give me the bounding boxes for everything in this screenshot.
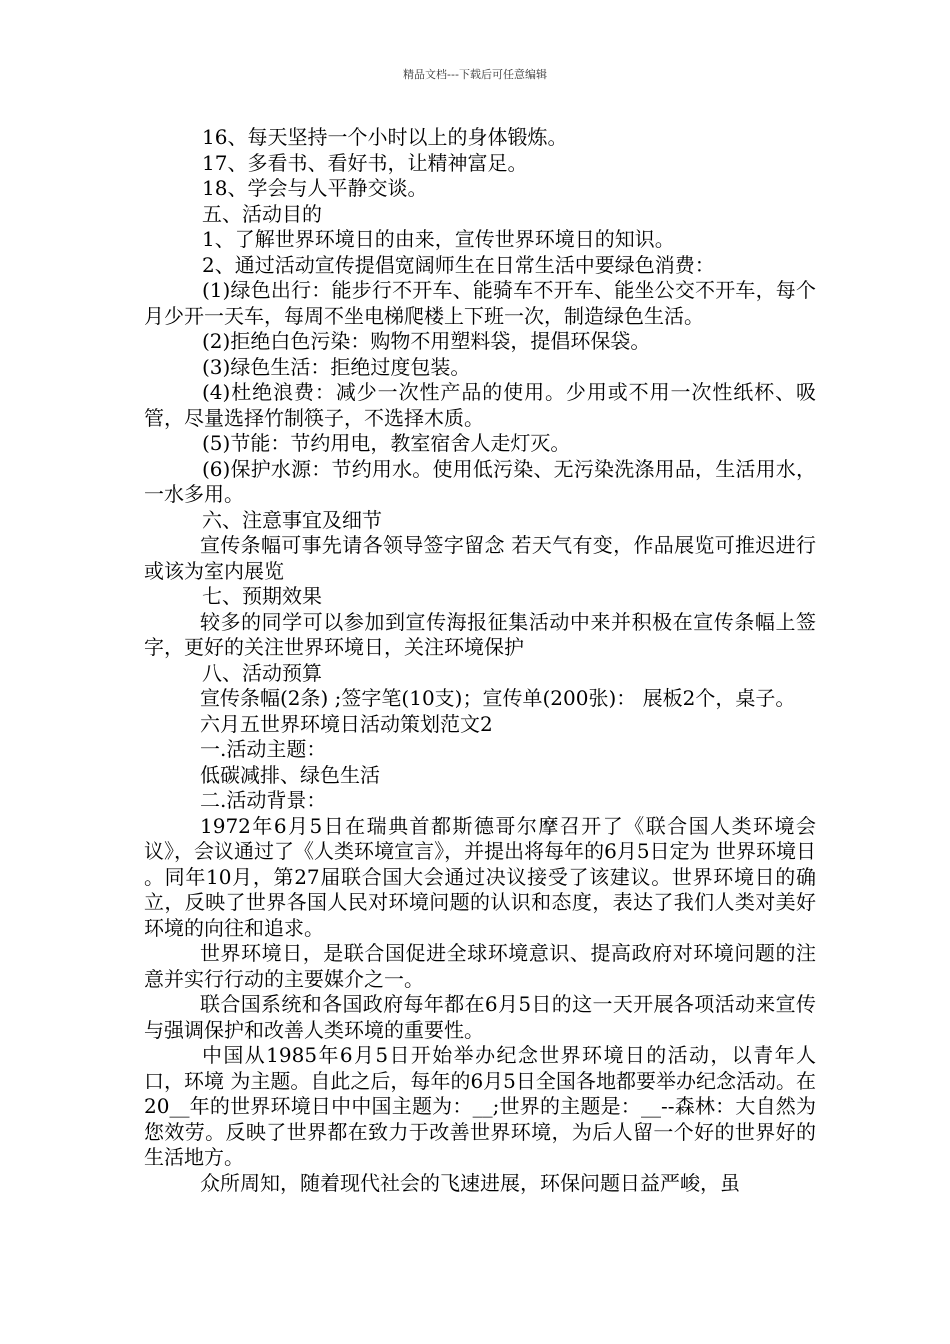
background-paragraph-4: 中国从1985年6月5日开始举办纪念世界环境日的活动，以青年人口，环境 为主题。自此之后，每年的6月5日全国各地都要举办纪念活动。在20__年的世界环境日中中国主题为：__;世界的主题是：__--森林：大自然为您效劳。反映了世界都在致力于改善世界环境，为后人留一个好的世界好的生活地方。	[144, 1043, 816, 1169]
page-header: 精品文档---下载后可任意编辑	[403, 68, 547, 81]
purpose-item-1: 1、了解世界环境日的由来，宣传世界环境日的知识。	[202, 227, 675, 251]
expected-effect-paragraph: 较多的同学可以参加到宣传海报征集活动中来并积极在宣传条幅上签字，更好的关注世界环境日，关注环境保护	[144, 609, 816, 659]
section-heading-6: 六、注意事宜及细节	[202, 507, 382, 532]
subitem-2: (2)拒绝白色污染：购物不用塑料袋，提倡环保袋。	[202, 329, 651, 353]
document-body	[144, 125, 816, 1196]
list-item-17: 17、多看书、看好书，让精神富足。	[202, 150, 528, 175]
list-item-18: 18、学会与人平静交谈。	[202, 176, 428, 200]
theme-paragraph: 低碳减排、绿色生活	[200, 762, 380, 787]
background-paragraph-2: 世界环境日，是联合国促进全球环境意识、提高政府对环境问题的注意并实行行动的主要媒介之一。	[144, 941, 816, 991]
subitem-4: (4)杜绝浪费：减少一次性产品的使用。少用或不用一次性纸杯、吸管，尽量选择竹制筷子，不选择木质。	[144, 380, 816, 430]
background-paragraph-5: 众所周知，随着现代社会的飞速进展，环保问题日益严峻，虽	[200, 1170, 740, 1195]
budget-paragraph: 宣传条幅(2条) ;签字笔(10支)；宣传单(200张)： 展板2个，桌子。	[200, 686, 796, 710]
subitem-6: (6)保护水源：节约用水。使用低污染、无污染洗涤用品，生活用水，一水多用。	[144, 456, 816, 506]
document-subtitle: 六月五世界环境日活动策划范文2	[200, 711, 493, 736]
background-paragraph-1: 1972年6月5日在瑞典首都斯德哥尔摩召开了《联合国人类环境会议》，会议通过了《人类环境宣言》，并提出将每年的6月5日定为 世界环境日 。同年10月，第27届联合国大会通过决议接受了该建议。世界环境日的确立，反映了世界各国人民对环境问题的认识和态度，表达了我们人类对美好环境的向往和追求。	[144, 813, 816, 940]
section-heading-theme: 一.活动主题：	[200, 737, 327, 761]
subitem-1: (1)绿色出行：能步行不开车、能骑车不开车、能坐公交不开车，每个月少开一天车，每周不坐电梯爬楼上下班一次，制造绿色生活。	[144, 278, 816, 328]
section-heading-5: 五、活动目的	[202, 201, 322, 226]
notes-paragraph: 宣传条幅可事先请各领导签字留念 若天气有变，作品展览可推迟进行或该为室内展览	[144, 533, 816, 583]
subitem-3: (3)绿色生活：拒绝过度包装。	[202, 354, 471, 379]
purpose-item-2: 2、通过活动宣传提倡宽阔师生在日常生活中要绿色消费：	[202, 252, 715, 277]
section-heading-7: 七、预期效果	[202, 584, 322, 608]
list-item-16: 16、每天坚持一个小时以上的身体锻炼。	[202, 125, 568, 149]
background-paragraph-3: 联合国系统和各国政府每年都在6月5日的这一天开展各项活动来宣传与强调保护和改善人类环境的重要性。	[144, 992, 816, 1042]
section-heading-8: 八、活动预算	[202, 660, 322, 685]
subitem-5: (5)节能：节约用电，教室宿舍人走灯灭。	[202, 431, 571, 455]
section-heading-background: 二.活动背景：	[200, 788, 327, 812]
